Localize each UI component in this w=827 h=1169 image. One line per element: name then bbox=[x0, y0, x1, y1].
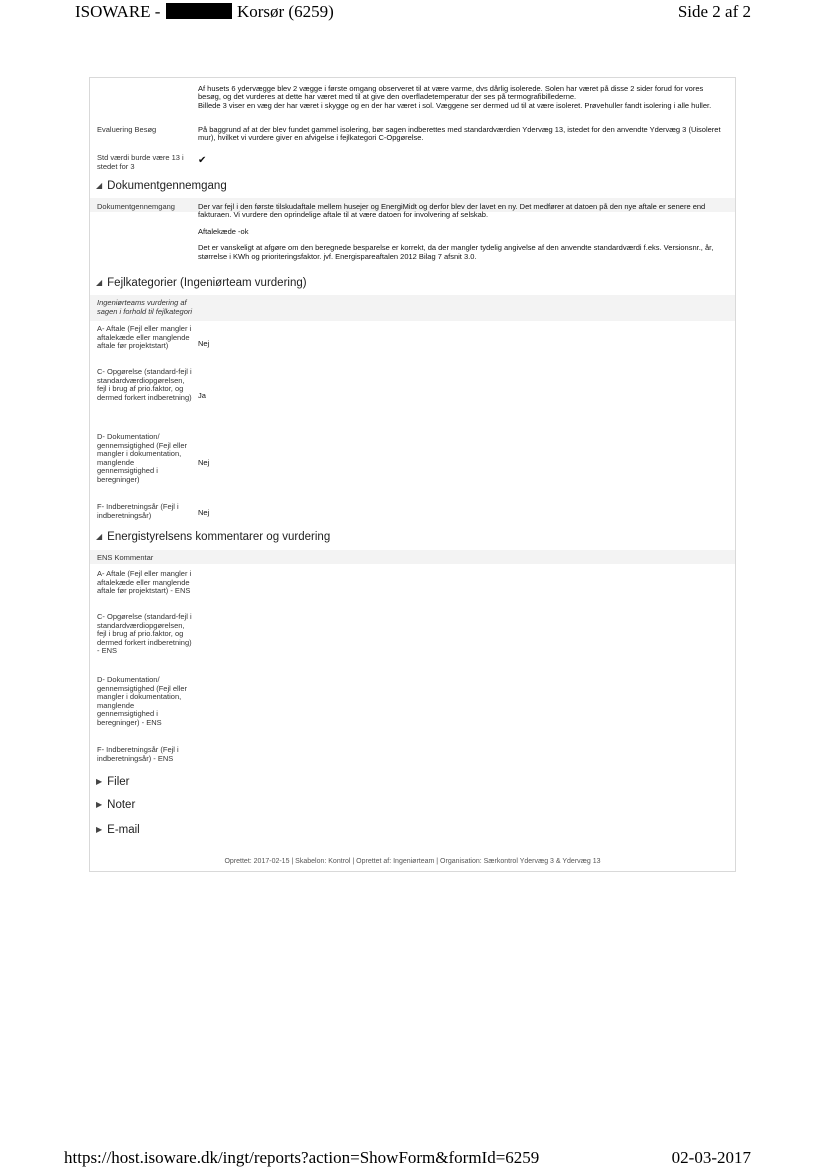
triangle-expanded-icon: ◢ bbox=[96, 278, 103, 287]
observation-text-2: Billede 3 viser en væg der har været i skygge og en der har været i sol. Væggene ser dermed ud til at være isoleret. Prøvehuller fandt isolering i alle huller. bbox=[198, 100, 712, 110]
ens-row-label: D- Dokumentation/ gennemsigtighed (Fejl eller mangler i dokumentation, manglende gennemsigtighed i beregninger) - ENS bbox=[97, 675, 188, 727]
ens-comment-label: ENS Kommentar bbox=[97, 553, 154, 562]
observation-block bbox=[198, 85, 728, 110]
fejl-intro: Ingeniørteams vurdering af sagen i forhold til fejlkategori bbox=[97, 298, 193, 316]
print-date: 02-03-2017 bbox=[671, 1148, 751, 1167]
ens-row-label: C- Opgørelse (standard-fejl i standardværdiopgørelsen, fejl i brug af prio.faktor, og dermed forkert indberetning) - ENS bbox=[97, 612, 192, 656]
fejl-row-label: F- Indberetningsår (Fejl i indberetningsår) bbox=[97, 502, 179, 520]
section-fejlkategorier[interactable] bbox=[96, 277, 307, 289]
report-title bbox=[75, 2, 334, 22]
page-number: Side 2 af 2 bbox=[677, 2, 751, 21]
dokument-text bbox=[198, 203, 728, 261]
fejl-row-label: C- Opgørelse (standard-fejl i standardværdiopgørelsen, fejl i brug af prio.faktor, og dermed forkert indberetning) bbox=[97, 367, 192, 402]
section-title: Energistyrelsens kommentarer og vurdering bbox=[107, 531, 331, 543]
triangle-collapsed-icon: ▶ bbox=[96, 777, 103, 786]
section-filer[interactable] bbox=[96, 776, 130, 788]
fejl-row-label: A- Aftale (Fejl eller mangler i aftalekæde eller manglende aftale før projektstart) bbox=[97, 324, 192, 351]
fejl-row-label: D- Dokumentation/ gennemsigtighed (Fejl eller mangler i dokumentation, manglende gennemsigtighed i beregninger) bbox=[97, 432, 188, 484]
page-url: https://host.isoware.dk/ingt/reports?action=ShowForm&formId=6259 bbox=[64, 1148, 540, 1167]
section-title: Filer bbox=[107, 776, 130, 788]
ens-row-label: A- Aftale (Fejl eller mangler i aftalekæde eller manglende aftale før projektstart) - ENS bbox=[97, 569, 192, 596]
section-dokumentgennemgang[interactable] bbox=[96, 180, 227, 192]
triangle-collapsed-icon: ▶ bbox=[96, 825, 103, 834]
fejl-row-value: Nej bbox=[198, 458, 210, 467]
triangle-collapsed-icon: ▶ bbox=[96, 800, 103, 809]
title-suffix: Korsør (6259) bbox=[236, 2, 334, 21]
meta-line: Oprettet: 2017-02-15 | Skabelon: Kontrol | Oprettet af: Ingeniørteam | Organisation: Særkontrol Ydervæg 3 & Ydervæg 13 bbox=[224, 858, 601, 865]
section-title: Dokumentgennemgang bbox=[107, 180, 227, 192]
form-panel bbox=[89, 77, 736, 872]
title-prefix: ISOWARE - bbox=[75, 2, 161, 21]
section-email[interactable] bbox=[96, 824, 140, 836]
section-noter[interactable] bbox=[96, 799, 135, 811]
fejl-row-value: Nej bbox=[198, 339, 210, 348]
fejl-row-value: Ja bbox=[198, 391, 206, 400]
section-energistyrelsen[interactable] bbox=[96, 531, 330, 543]
dokument-label: Dokumentgennemgang bbox=[97, 202, 175, 211]
evaluering-text: På baggrund af at der blev fundet gammel isolering, bør sagen indberettes med standardværdien Ydervæg 13, istedet for den anvendte Ydervæg 3 (Uisoleret mur), hvilket vi vurdere giver en afvigelse i fejlkategori C-Opgørelse. bbox=[198, 125, 721, 143]
fejl-row-value: Nej bbox=[198, 508, 210, 517]
dokument-paragraph-2: Aftalekæde -ok bbox=[198, 226, 249, 236]
section-title: Noter bbox=[107, 799, 136, 811]
dokument-paragraph-1: Der var fejl i den første tilskudaftale mellem husejer og EnergiMidt og derfor blev der lavet en ny. Det medfører at datoen på den nye aftale er senere end fakturaen. Vi vurdere den oprindelige aftale til at være datoen for involvering af selskab. bbox=[198, 202, 706, 220]
std-vaerdi-label: Std værdi burde være 13 i stedet for 3 bbox=[97, 153, 184, 171]
triangle-expanded-icon: ◢ bbox=[96, 181, 103, 190]
evaluering-label: Evaluering Besøg bbox=[97, 125, 157, 134]
dokument-paragraph-3: Det er vanskeligt at afgøre om den beregnede besparelse er korrekt, da der mangler tydelig angivelse af den anvendte standardværdi f.eks. Versionsnr., år, størrelse i KWh og prioriteringsfaktor. jvf. Energispareaftalen 2012 Bilag 7 afsnit 3.0. bbox=[198, 243, 714, 261]
check-icon: ✔ bbox=[198, 155, 207, 166]
section-title: E-mail bbox=[107, 824, 140, 836]
section-title: Fejlkategorier (Ingeniørteam vurdering) bbox=[107, 277, 307, 289]
triangle-expanded-icon: ◢ bbox=[96, 532, 103, 541]
redacted-block bbox=[166, 3, 232, 19]
observation-text: Af husets 6 ydervægge blev 2 vægge i første omgang observeret til at være varme, dvs dårlig isolerede. Solen har været på disse 2 sider forud for vores besøg, og det vurderes at dette har været med til at give den overfladetemperatur der ses på termografibillederne. bbox=[198, 84, 704, 102]
ens-row-label: F- Indberetningsår (Fejl i indberetningsår) - ENS bbox=[97, 745, 179, 763]
